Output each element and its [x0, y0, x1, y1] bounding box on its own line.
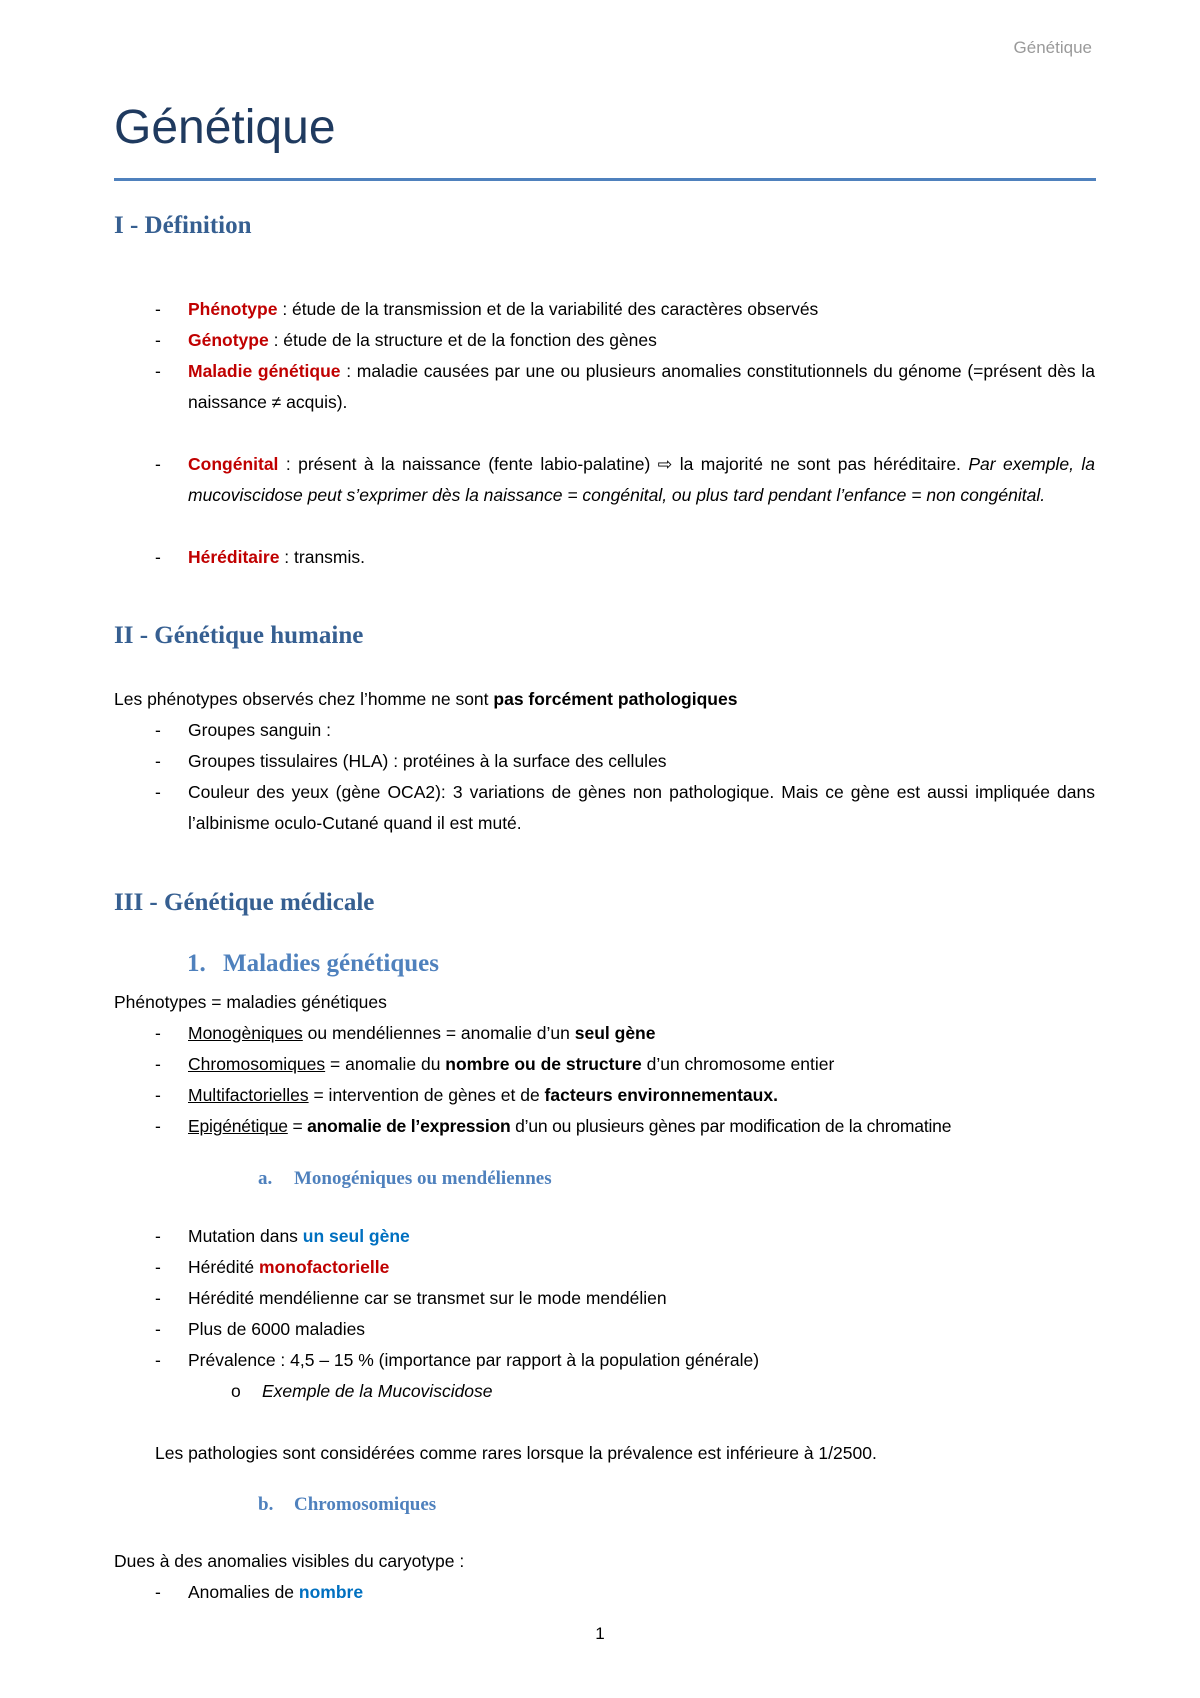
highlight-text: nombre — [298, 1582, 364, 1602]
definition-text: : étude de la structure et de la fonction des gènes — [268, 330, 657, 350]
definition-item — [155, 325, 1095, 356]
list-item-text: Anomalies de — [188, 1582, 299, 1602]
disease-type-item — [155, 1111, 1095, 1142]
disease-type-emphasis: seul gène — [574, 1023, 656, 1043]
definition-text: : étude de la transmission et de la variabilité des caractères observés — [277, 299, 819, 319]
intro-text: Les phénotypes observés chez l’homme ne sont — [114, 689, 494, 709]
intro-emphasis: pas forcément pathologiques — [493, 689, 738, 709]
list-dash: - — [155, 1288, 161, 1308]
list-item-text: Groupes sanguin : — [188, 720, 332, 740]
disease-type-text: d’un ou plusieurs gènes par modification de la chromatine — [510, 1116, 952, 1136]
list-item-text: Couleur des yeux (gène OCA2): 3 variations de gènes non pathologique. Mais ce gène est aussi impliquée dans l’albinisme oculo-Cutané quand il est muté. — [188, 782, 1095, 833]
subsection-letter: b. — [258, 1494, 274, 1515]
circle-bullet-icon: o — [231, 1381, 241, 1401]
list-item — [155, 746, 1095, 777]
list-dash: - — [155, 1350, 161, 1370]
list-dash: - — [155, 361, 161, 381]
list-item — [155, 1283, 1095, 1314]
note-paragraph: Les pathologies sont considérées comme rares lorsque la prévalence est inférieure à 1/2500. — [155, 1443, 877, 1463]
subsection-title: Maladies génétiques — [223, 950, 439, 977]
running-header: Génétique — [1013, 38, 1092, 57]
disease-type-item — [155, 1018, 1095, 1049]
definition-term: Congénital — [188, 454, 279, 474]
subsection-letter: a. — [258, 1168, 273, 1189]
disease-type: Multifactorielles — [188, 1085, 309, 1105]
list-dash: - — [155, 1226, 161, 1246]
disease-type: Monogèniques — [188, 1023, 303, 1043]
disease-type-text: d’un chromosome entier — [641, 1054, 835, 1074]
highlight-text: un seul gène — [302, 1226, 410, 1246]
definition-term: Génotype — [188, 330, 269, 350]
list-item-text: Mutation dans — [188, 1226, 303, 1246]
list-item-text: Groupes tissulaires (HLA) : protéines à la surface des cellules — [188, 751, 667, 771]
list-dash: - — [155, 1023, 161, 1043]
page-number: 1 — [595, 1624, 605, 1643]
definition-term: Maladie génétique — [188, 361, 341, 381]
list-item — [155, 1252, 1095, 1283]
page-title: Génétique — [114, 101, 336, 154]
list-dash: - — [155, 1054, 161, 1074]
list-item-text: Prévalence : 4,5 – 15 % (importance par rapport à la population générale) — [188, 1350, 760, 1370]
subsection-number: 1. — [187, 950, 206, 977]
highlight-text: monofactorielle — [259, 1257, 390, 1277]
disease-type-text: = anomalie du — [325, 1054, 446, 1074]
section-heading-human-genetics: II - Génétique humaine — [114, 622, 364, 649]
list-dash: - — [155, 1257, 161, 1277]
list-dash: - — [155, 1582, 161, 1602]
disease-type-item — [155, 1049, 1095, 1080]
paragraph: Dues à des anomalies visibles du caryotype : — [114, 1551, 465, 1571]
list-dash: - — [155, 547, 161, 567]
definition-term: Phénotype — [188, 299, 278, 319]
example-text: Exemple de la Mucoviscidose — [262, 1381, 493, 1401]
subsection-heading-monogenic — [258, 1168, 552, 1190]
disease-type-emphasis: nombre ou de structure — [445, 1054, 642, 1074]
definition-text: : maladie causées par une ou plusieurs anomalies constitutionnels du génome (=présent dès la naissance ≠ acquis). — [188, 361, 1095, 412]
definition-item — [155, 294, 1095, 325]
list-dash: - — [155, 751, 161, 771]
disease-type-emphasis: facteurs environnementaux. — [544, 1085, 778, 1105]
definition-item — [155, 449, 1095, 511]
subsection-title: Monogéniques ou mendéliennes — [294, 1168, 552, 1189]
section-heading-medical-genetics: III - Génétique médicale — [114, 889, 375, 916]
title-divider — [114, 178, 1096, 181]
list-dash: - — [155, 720, 161, 740]
list-dash: - — [155, 1085, 161, 1105]
list-item-text: Plus de 6000 maladies — [188, 1319, 366, 1339]
list-item — [155, 777, 1095, 839]
paragraph: Phénotypes = maladies génétiques — [114, 992, 387, 1012]
definition-text: : transmis. — [279, 547, 366, 567]
disease-type-item — [155, 1080, 1095, 1111]
list-item — [155, 1314, 1095, 1345]
disease-type-text: = intervention de gènes et de — [308, 1085, 545, 1105]
list-item — [155, 1221, 1095, 1252]
subsection-heading-genetic-diseases — [187, 950, 439, 978]
list-dash: - — [155, 299, 161, 319]
list-dash: - — [155, 1116, 161, 1136]
definition-example: Par exemple, la mucoviscidose peut s’exprimer dès la naissance = congénital, ou plus tard pendant l’enfance = non congénital. — [188, 454, 1095, 505]
list-item-text: Hérédité mendélienne car se transmet sur le mode mendélien — [188, 1288, 667, 1308]
list-dash: - — [155, 330, 161, 350]
disease-type: Chromosomiques — [188, 1054, 326, 1074]
list-item — [155, 1345, 1095, 1376]
disease-type-text: ou mendéliennes = anomalie d’un — [302, 1023, 575, 1043]
definition-item — [155, 356, 1095, 418]
list-item — [155, 715, 1095, 746]
definition-item — [155, 542, 1095, 573]
disease-type-text: = — [287, 1116, 308, 1136]
disease-type: Epigénétique — [188, 1116, 288, 1136]
list-dash: - — [155, 454, 161, 474]
definition-text: : présent à la naissance (fente labio-palatine) ⇨ la majorité ne sont pas héréditaire. — [278, 454, 969, 474]
list-item-text: Hérédité — [188, 1257, 260, 1277]
subsection-title: Chromosomiques — [294, 1494, 437, 1515]
sub-list-item — [231, 1376, 493, 1407]
section-heading-definition: I - Définition — [114, 212, 252, 239]
list-dash: - — [155, 782, 161, 802]
list-dash: - — [155, 1319, 161, 1339]
paragraph — [114, 684, 737, 715]
subsection-heading-chromosomal — [258, 1494, 436, 1516]
list-item — [155, 1577, 1095, 1608]
disease-type-emphasis: anomalie de l’expression — [307, 1116, 511, 1136]
definition-term: Héréditaire — [188, 547, 280, 567]
